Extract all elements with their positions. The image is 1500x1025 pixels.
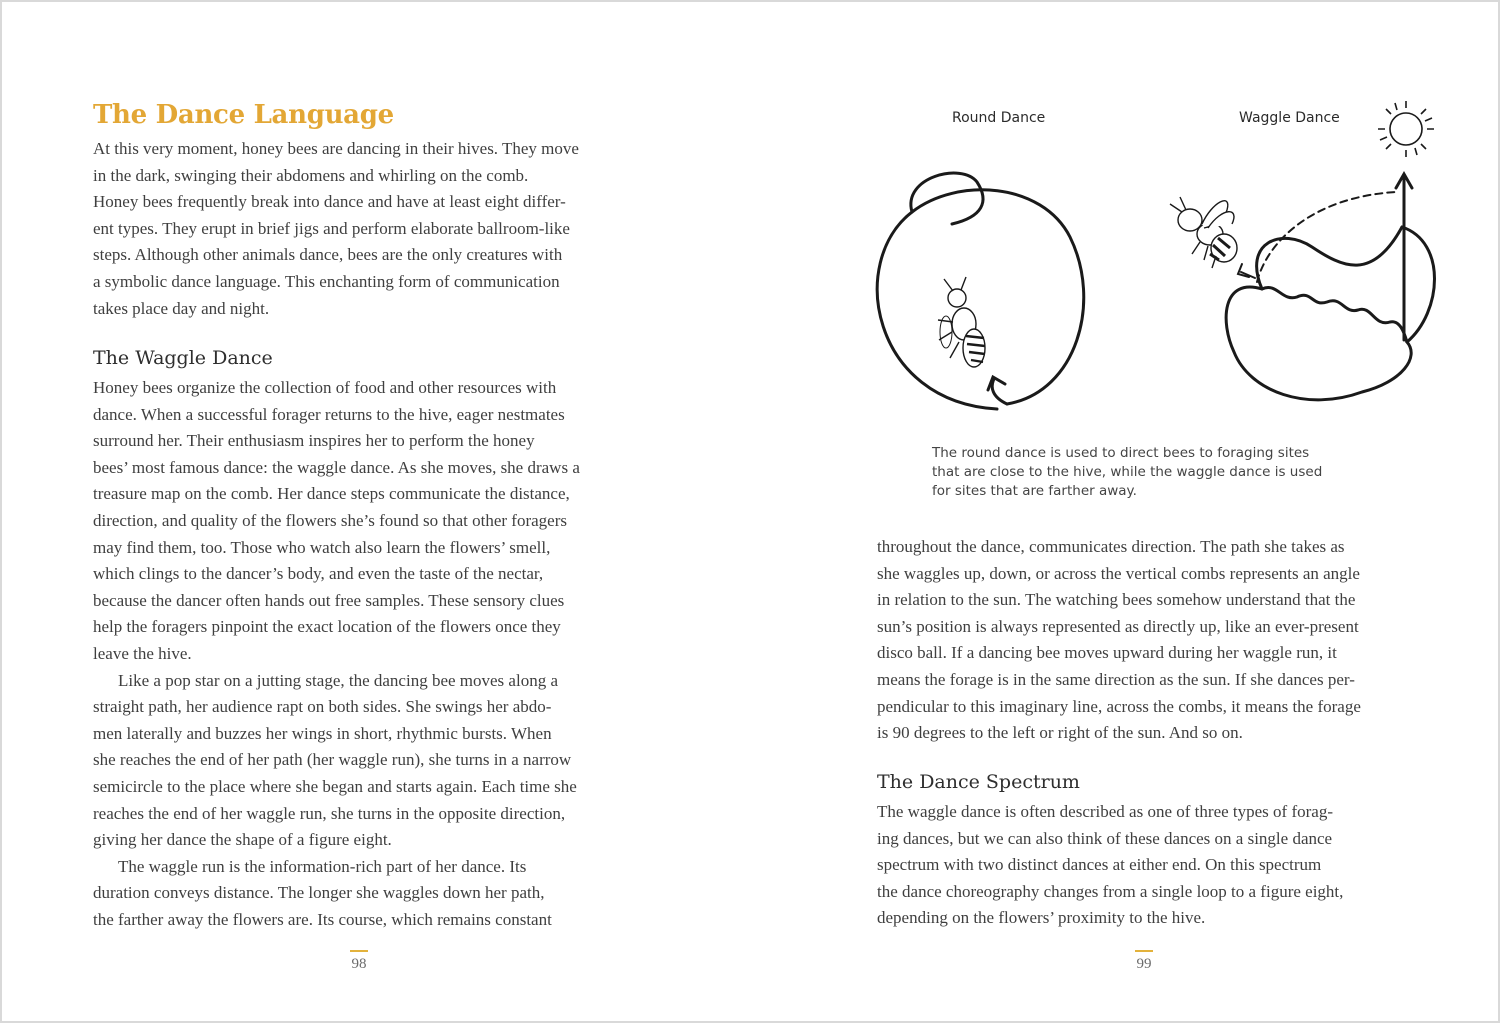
text-line: Honey bees organize the collection of food and other resources with	[93, 378, 557, 397]
waggle-run-path	[1262, 287, 1407, 342]
text-line: which clings to the dancer’s body, and even the taste of the nectar,	[93, 564, 544, 584]
text-line: The waggle dance is often described as one of three types of forag-	[877, 802, 1333, 821]
text-line: The waggle run is the information-rich part of her dance. Its	[118, 856, 527, 876]
chapter-title: The Dance Language	[93, 100, 394, 130]
caption-line: The round dance is used to direct bees to foraging sites	[932, 445, 1310, 461]
text-line: duration conveys distance. The longer she waggles down her path,	[93, 883, 545, 903]
text-line: she reaches the end of her path (her waggle run), she turns in a narrow	[93, 750, 572, 770]
section-heading-waggle: The Waggle Dance	[93, 347, 273, 369]
page-number	[1124, 950, 1164, 973]
spectrum-section-text	[877, 799, 1343, 932]
direction-dashed-arc	[1257, 192, 1396, 282]
text-line: in the dark, swinging their abdomens and whirling on the comb.	[93, 165, 529, 185]
text-line: direction, and quality of the flowers she’s found so that other foragers	[93, 510, 567, 530]
text-line: giving her dance the shape of a figure eight.	[93, 830, 392, 850]
page-number-text: 99	[1136, 956, 1152, 972]
text-line: semicircle to the place where she began and starts again. Each time she	[93, 776, 577, 796]
text-line: ent types. They erupt in brief jigs and perform elaborate ballroom-like	[93, 218, 570, 238]
text-line: a symbolic dance language. This enchanting form of communication	[93, 271, 560, 291]
text-line: means the forage is in the same direction as the sun. If she dances per-	[877, 669, 1355, 689]
text-line: Honey bees frequently break into dance and have at least eight differ-	[93, 192, 566, 212]
page-number-text: 98	[351, 956, 367, 972]
text-line: is 90 degrees to the left or right of the sun. And so on.	[877, 723, 1243, 743]
folio-rule	[1135, 950, 1153, 952]
text-line: the farther away the flowers are. Its course, which remains constant	[93, 909, 552, 929]
intro-paragraph	[93, 136, 579, 322]
caption-line: that are close to the hive, while the waggle dance is used	[932, 464, 1323, 480]
text-line: leave the hive.	[93, 643, 192, 663]
text-line: straight path, her audience rapt on both sides. She swings her abdo-	[93, 697, 552, 717]
text-line: reaches the end of her waggle run, she turns in the opposite direction,	[93, 803, 566, 823]
waggle-loop-top	[1257, 227, 1402, 289]
sun-icon	[1378, 101, 1434, 157]
text-line: pendicular to this imaginary line, across the combs, it means the forage	[877, 696, 1361, 716]
text-line: takes place day and night.	[93, 298, 270, 318]
round-dance-label: Round Dance	[952, 110, 1046, 126]
text-line: treasure map on the comb. Her dance steps communicate the distance,	[93, 484, 570, 504]
text-line: because the dancer often hands out free samples. These sensory clues	[93, 590, 565, 610]
caption-line: for sites that are farther away.	[932, 483, 1137, 499]
waggle-dance-label: Waggle Dance	[1239, 110, 1340, 126]
figure-caption	[932, 444, 1322, 501]
text-line: throughout the dance, communicates direction. The path she takes as	[877, 537, 1345, 556]
page-number	[339, 950, 379, 973]
text-line: At this very moment, honey bees are dancing in their hives. They move	[93, 139, 579, 158]
continued-paragraph	[877, 534, 1361, 747]
text-line: she waggles up, down, or across the vertical combs represents an angle	[877, 563, 1360, 583]
text-line: spectrum with two distinct dances at either end. On this spectrum	[877, 855, 1322, 875]
text-line: may find them, too. Those who watch also learn the flowers’ smell,	[93, 537, 551, 557]
text-line: surround her. Their enthusiasm inspires her to perform the honey	[93, 431, 535, 451]
text-line: disco ball. If a dancing bee moves upward during her waggle run, it	[877, 643, 1337, 663]
text-line: dance. When a successful forager returns to the hive, eager nestmates	[93, 404, 565, 424]
text-line: bees’ most famous dance: the waggle dance. As she moves, she draws a	[93, 457, 580, 477]
folio-rule	[350, 950, 368, 952]
left-page	[2, 2, 752, 1025]
waggle-section-text	[93, 375, 580, 933]
text-line: Like a pop star on a jutting stage, the dancing bee moves along a	[118, 670, 558, 690]
text-line: depending on the flowers’ proximity to the hive.	[877, 908, 1206, 928]
text-line: ing dances, but we can also think of these dances on a single dance	[877, 828, 1333, 848]
text-line: the dance choreography changes from a single loop to a figure eight,	[877, 881, 1344, 901]
text-line: steps. Although other animals dance, bees are the only creatures with	[93, 245, 563, 265]
text-line: sun’s position is always represented as directly up, like an ever-present	[877, 616, 1359, 636]
text-line: men laterally and buzzes her wings in short, rhythmic bursts. When	[93, 723, 552, 743]
text-line: in relation to the sun. The watching bees somehow understand that the	[877, 590, 1356, 610]
right-page	[752, 2, 1500, 1025]
text-line: help the foragers pinpoint the exact location of the flowers once they	[93, 617, 561, 637]
section-heading-spectrum: The Dance Spectrum	[877, 771, 1080, 793]
bee-icon	[1170, 197, 1237, 268]
waggle-dance-diagram	[752, 2, 1500, 442]
